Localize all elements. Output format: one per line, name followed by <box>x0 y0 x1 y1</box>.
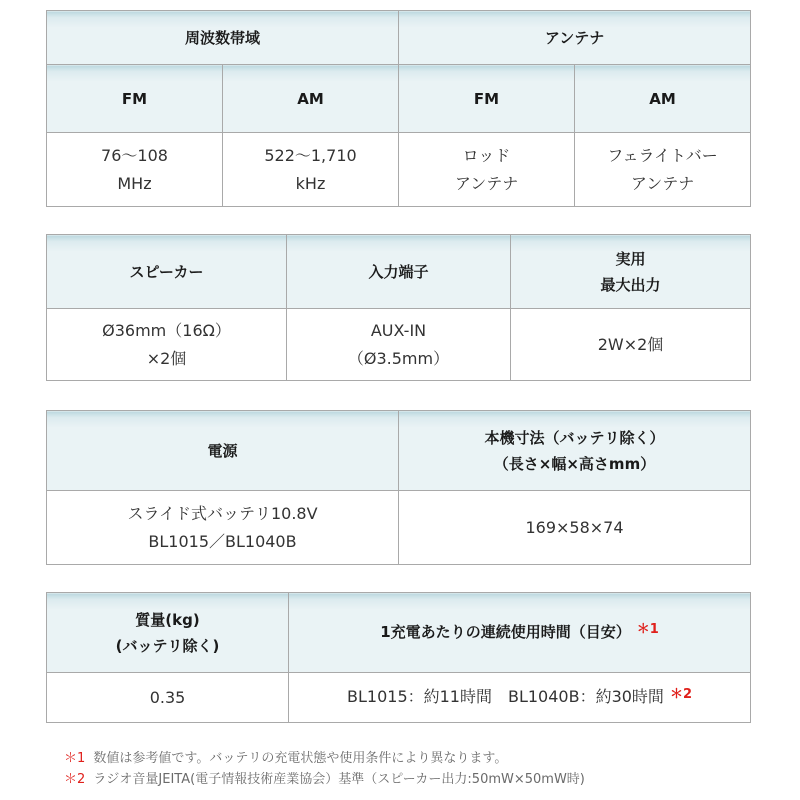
fm-antenna-header: FM <box>399 65 575 133</box>
aux-in-size: （Ø3.5mm） <box>347 348 450 368</box>
footnotes <box>64 748 585 790</box>
rod-antenna-label: アンテナ <box>454 173 519 193</box>
dimensions-header-line2: （長さ×幅×高さmm） <box>493 454 656 473</box>
am-frequency-value <box>223 133 399 207</box>
audio-spec-table <box>46 234 751 381</box>
dimensions-header <box>399 411 751 491</box>
input-terminal-value <box>287 309 511 381</box>
footnote-2-key: ＊2 <box>64 772 86 787</box>
fm-band-header: FM <box>47 65 223 133</box>
ferrite-antenna-label: アンテナ <box>630 173 695 193</box>
fm-antenna-value <box>399 133 575 207</box>
antenna-header: アンテナ <box>399 11 751 65</box>
rod-label: ロッド <box>462 145 511 165</box>
footnote-2-mark: ＊2 <box>669 686 692 702</box>
max-output-header <box>511 235 751 309</box>
dimensions-value: 169×58×74 <box>399 491 751 565</box>
footnote-1-mark: ＊1 <box>636 621 659 637</box>
aux-in-label: AUX-IN <box>370 320 427 340</box>
fm-unit: MHz <box>117 173 152 193</box>
battery-type: スライド式バッテリ10.8V <box>127 503 318 523</box>
am-unit: kHz <box>295 173 326 193</box>
footnote-2 <box>64 769 585 790</box>
power-spec-table <box>46 410 751 565</box>
input-terminal-header: 入力端子 <box>287 235 511 309</box>
speaker-value <box>47 309 287 381</box>
battery-models: BL1015／BL1040B <box>148 531 297 551</box>
power-source-header: 電源 <box>47 411 399 491</box>
max-output-header-line1: 実用 <box>615 249 646 268</box>
fm-range: 76～108 <box>101 145 168 165</box>
footnote-1-text: 数値は参考値です。バッテリの充電状態や使用条件により異なります。 <box>93 751 508 766</box>
max-output-header-line2: 最大出力 <box>600 275 661 294</box>
am-band-header: AM <box>223 65 399 133</box>
max-output-value: 2W×2個 <box>511 309 751 381</box>
usage-time-header-text: 1充電あたりの連続使用時間（目安） <box>380 622 631 641</box>
mass-header <box>47 593 289 673</box>
mass-value: 0.35 <box>47 673 289 723</box>
usage-spec-table <box>46 592 751 723</box>
usage-time-header <box>289 593 751 673</box>
speaker-header: スピーカー <box>47 235 287 309</box>
am-range: 522～1,710 <box>264 145 357 165</box>
footnote-1 <box>64 748 585 769</box>
frequency-band-header: 周波数帯域 <box>47 11 399 65</box>
am-antenna-header: AM <box>575 65 751 133</box>
footnote-2-text: ラジオ音量JEITA(電子情報技術産業協会）基準（スピーカー出力:50mW×50mW時) <box>93 772 585 787</box>
usage-time-value <box>289 673 751 723</box>
radio-spec-table <box>46 10 751 207</box>
dimensions-header-line1: 本機寸法（バッテリ除く） <box>484 428 665 447</box>
speaker-size: Ø36mm（16Ω） <box>102 320 231 340</box>
speaker-count: ×2個 <box>146 348 187 368</box>
footnote-1-key: ＊1 <box>64 751 86 766</box>
ferrite-label: フェライトバー <box>607 145 718 165</box>
usage-time-text: BL1015：約11時間 BL1040B：約30時間 <box>347 686 664 706</box>
power-source-value <box>47 491 399 565</box>
fm-frequency-value <box>47 133 223 207</box>
mass-header-line1: 質量(kg) <box>135 610 200 629</box>
am-antenna-value <box>575 133 751 207</box>
mass-header-line2: (バッテリ除く) <box>115 636 220 655</box>
